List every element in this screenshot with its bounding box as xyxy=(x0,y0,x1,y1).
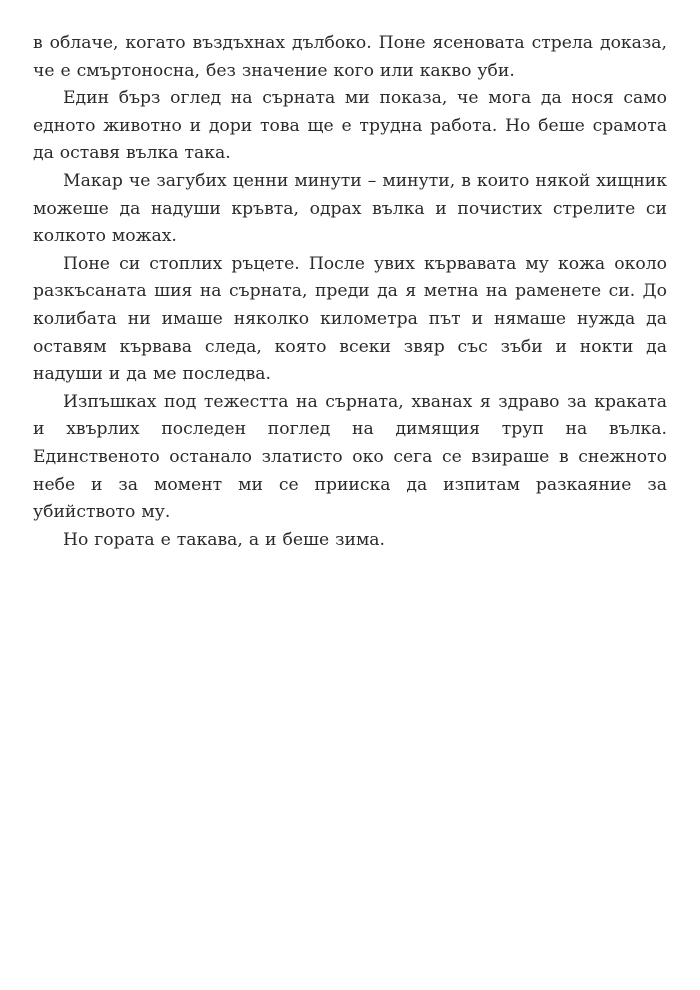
paragraph-2: Един бърз оглед на сърната ми показа, че мога да нося само едното животно и дори това ще е трудна работа. Но беше срамота да оставя вълка така. xyxy=(33,88,667,164)
paragraph-5: Изпъшках под тежестта на сърната, хванах я здраво за краката и хвърлих последен поглед на димящия труп на вълка. Единственото останало златисто око сега се взираше в снежното небе и за момент ми се прииска да изпитам разкаяние за убийството му. xyxy=(33,391,667,523)
paragraph-6: Но гората е такава, а и беше зима. xyxy=(63,529,386,550)
text-body xyxy=(33,30,667,554)
paragraph-1: в облаче, когато въздъхнах дълбоко. Поне ясеновата стрела доказа, че е смъртоносна, без значение кого или какво уби. xyxy=(33,33,667,81)
paragraph-4: Поне си стоплих ръцете. После увих кървавата му кожа около разкъсаната шия на сърната, преди да я метна на раменете си. До колибата ни имаше няколко километра път и нямаше нужда да оставям кървава следа, която всеки звяр със зъби и нокти да надуши и да ме последва. xyxy=(33,253,667,385)
paragraph-3: Макар че загубих ценни минути – минути, в които някой хищник можеше да надуши кръвта, одрах вълка и почистих стрелите си колкото можах. xyxy=(33,170,667,247)
